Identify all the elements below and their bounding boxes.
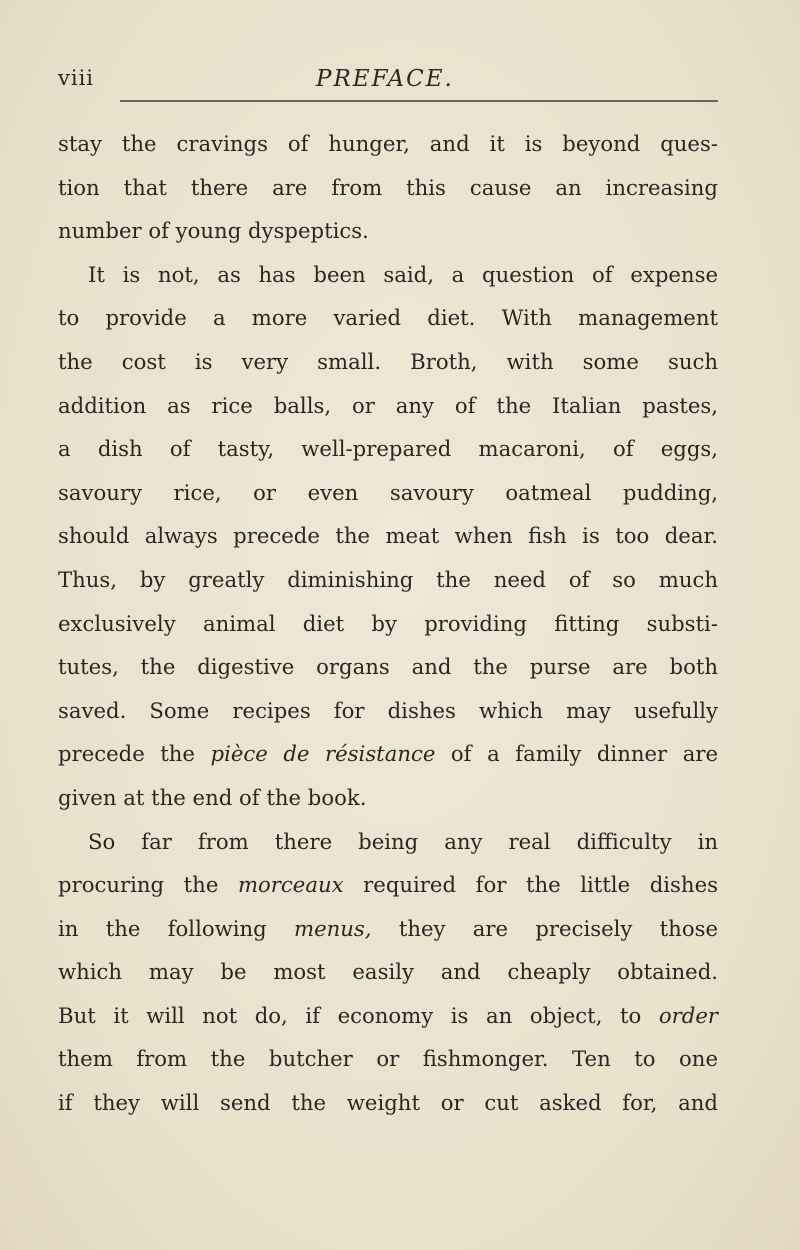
- text-line: [58, 907, 718, 951]
- running-title: PREFACE.: [316, 66, 454, 92]
- text-span: But it will not do, if economy is an object, to: [58, 1002, 659, 1028]
- text-line: tutes, the digestive organs and the purse are both: [58, 654, 718, 680]
- text-line: to provide a more varied diet. With management: [58, 305, 718, 331]
- italic-phrase: order: [658, 1002, 718, 1028]
- text-line: So far from there being any real difficulty in: [88, 828, 718, 854]
- body-text: [58, 122, 718, 1125]
- text-line: them from the butcher or fishmonger. Ten to one: [58, 1046, 718, 1072]
- text-line: given at the end of the book.: [58, 784, 367, 810]
- text-line: addition as rice balls, or any of the Italian pastes,: [58, 392, 718, 418]
- running-head: [58, 66, 718, 100]
- text-span: precede the: [58, 741, 211, 767]
- text-line: savoury rice, or even savoury oatmeal pudding,: [58, 479, 718, 505]
- header-rule: [120, 100, 718, 102]
- text-line: if they will send the weight or cut asked for, and: [58, 1090, 718, 1116]
- text-line: It is not, as has been said, a question of expense: [88, 261, 718, 287]
- text-line: number of young dyspeptics.: [58, 218, 369, 244]
- text-line: [58, 863, 718, 907]
- text-span: in the following: [58, 915, 294, 941]
- italic-phrase: menus,: [294, 915, 372, 941]
- italic-phrase: morceaux: [237, 872, 344, 898]
- text-line: tion that there are from this cause an increasing: [58, 174, 718, 200]
- text-span: of a family dinner are: [435, 741, 719, 767]
- text-line: a dish of tasty, well-prepared macaroni, of eggs,: [58, 436, 718, 462]
- text-span: they are precisely those: [371, 915, 718, 941]
- text-line: saved. Some recipes for dishes which may usefully: [58, 697, 718, 723]
- text-line: stay the cravings of hunger, and it is beyond ques-: [58, 131, 718, 156]
- italic-phrase: pièce de résistance: [210, 741, 436, 767]
- text-line: which may be most easily and cheaply obtained.: [58, 959, 718, 985]
- text-line: the cost is very small. Broth, with some such: [58, 348, 718, 374]
- text-span: procuring the: [58, 872, 238, 898]
- text-line: exclusively animal diet by providing fitting substi-: [58, 610, 718, 636]
- text-line: should always precede the meat when fish is too dear.: [58, 523, 718, 549]
- text-span: required for the little dishes: [343, 872, 718, 898]
- page-number: viii: [58, 66, 95, 90]
- text-line: [58, 994, 718, 1038]
- text-line: Thus, by greatly diminishing the need of so much: [58, 566, 718, 592]
- text-line: [58, 732, 718, 776]
